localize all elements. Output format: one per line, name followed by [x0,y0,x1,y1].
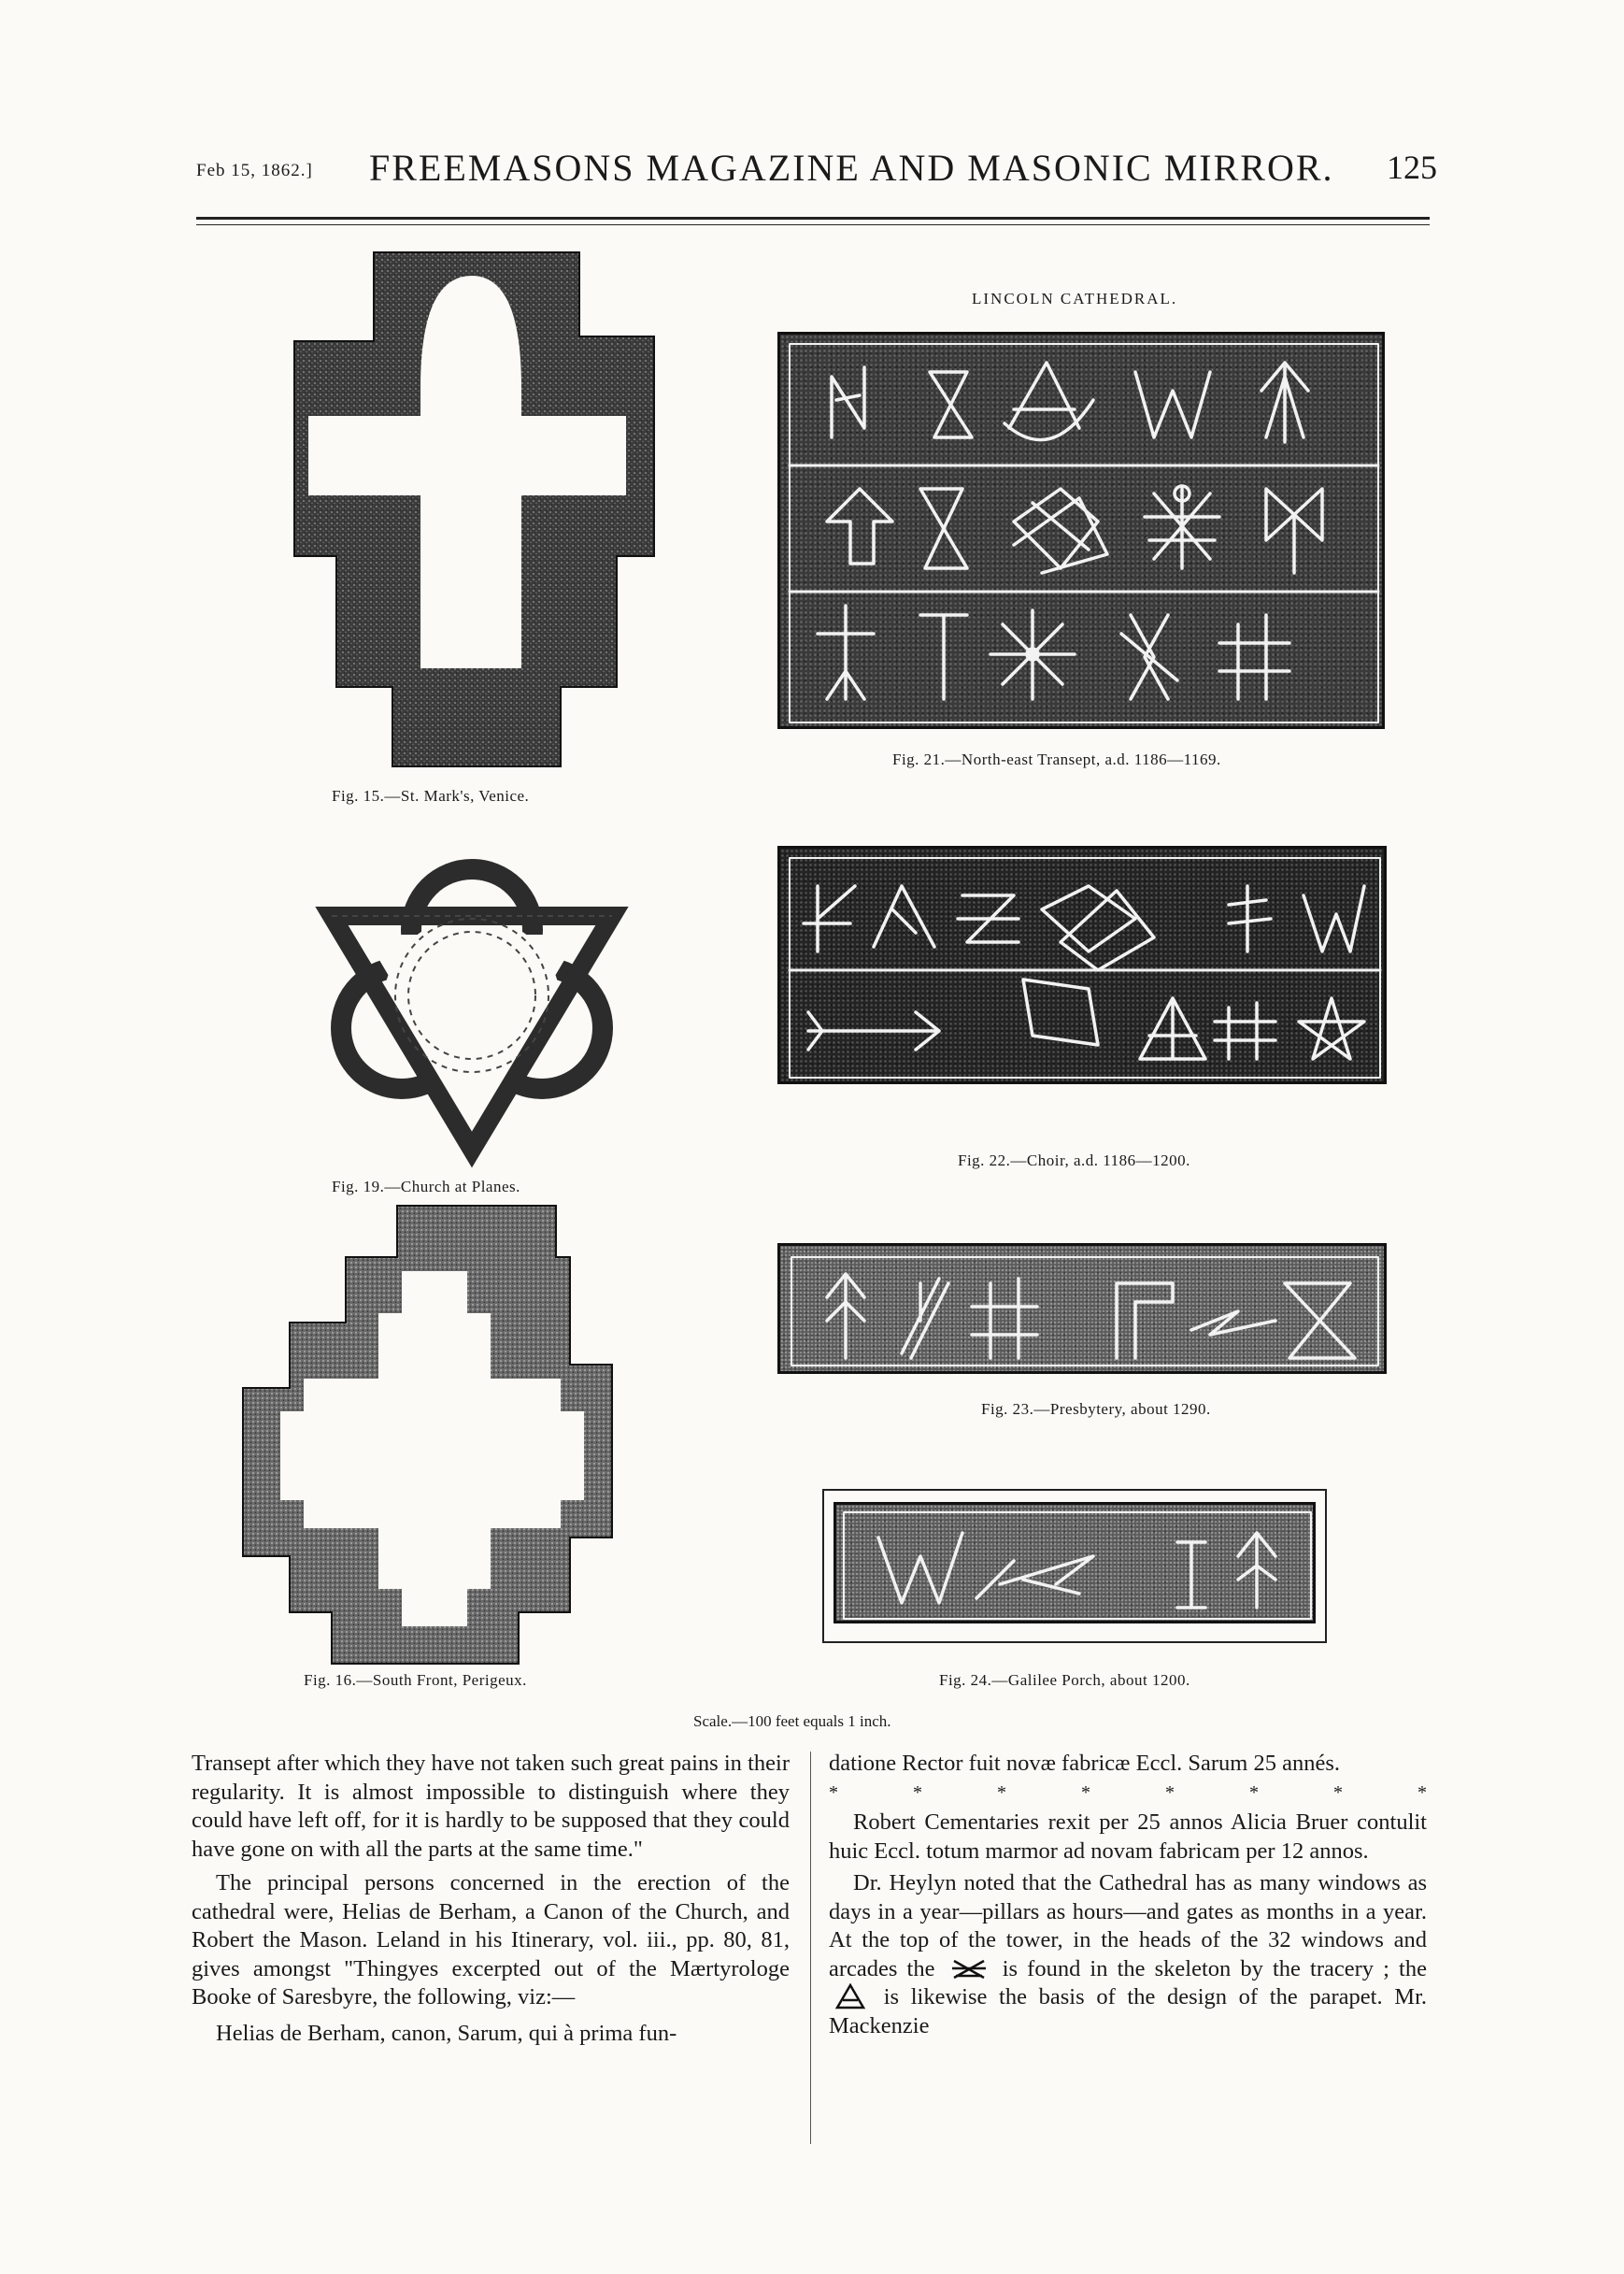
mark-interlaced-square [1014,489,1107,573]
mark-star-cross [1145,486,1219,568]
mark-snowflake [990,610,1075,699]
fig22-caption: Fig. 22.—Choir, a.d. 1186—1200. [958,1151,1190,1169]
mark-lambda [874,886,934,947]
star: * [1081,1781,1090,1803]
mark-kite [1121,615,1177,699]
mark-i-beam [1177,1542,1205,1608]
mark-hash-2 [1215,1003,1275,1059]
fig19-drawing [313,841,631,1159]
star: * [1165,1781,1175,1803]
star: * [913,1781,922,1803]
fig16-drawing [238,1201,612,1668]
mark-hourglass-3 [1285,1283,1355,1358]
mark-bowtie-arrow [1266,489,1322,573]
star: * [1333,1781,1343,1803]
mark-long-arrow [808,1012,939,1050]
asterism [829,1779,1427,1808]
star-cross-symbol-icon [950,1957,988,1981]
mark-arrow-pointer [827,489,892,564]
star: * [829,1781,838,1803]
mark-t [920,615,967,699]
mark-a-crescent [1004,363,1093,440]
fig24-caption: Fig. 24.—Galilee Porch, about 1200. [939,1671,1190,1689]
mark-anchor-cross [818,606,874,699]
mark-hash [1219,615,1289,699]
mark-arrow-up-2 [1238,1533,1275,1608]
mark-slash-n [902,1279,948,1358]
fig22-marks [780,849,1389,1087]
fig21-mason-marks-panel [777,332,1385,729]
fig24-mason-marks-panel [833,1502,1316,1623]
fig15-st-marks-plan [280,248,673,771]
star: * [1249,1781,1259,1803]
mark-lightning [1191,1311,1275,1335]
mark-triangle-star [1140,998,1205,1059]
fig23-marks [780,1246,1389,1377]
mark-arrow-slash [976,1556,1093,1598]
left-para-1: Transept after which they have not taken such great pains in their regularity. It is almost impossible to distinguish where they could have left off, for it is hardly to be supposed that they could have gone on with all the parts at the same time." [192,1751,790,1862]
star: * [1417,1781,1427,1803]
mark-double-arrow-up [827,1274,864,1358]
header-rule-thick [196,217,1430,220]
lincoln-cathedral-title: LINCOLN CATHEDRAL. [972,290,1178,307]
mark-arrow-up [1261,363,1308,442]
fig15-caption: Fig. 15.—St. Mark's, Venice. [332,787,530,805]
fig24-marks [836,1505,1318,1626]
fig24-galilee-porch-frame [822,1489,1327,1643]
left-para-2: The principal persons concerned in the erection of the cathedral were, Helias de Berham, a Canon of the Church, and Robert the Mason. Leland in his Itinerary, vol. iii., pp. 80, 81, gives amongst "Thingyes excerpted out of the Mærtyrologe Booke of Saresbyre, the following, viz:— [192,1870,790,2009]
right-text-column [829,1750,1427,2040]
mark-hourglass-2 [920,489,967,568]
left-para-3: Helias de Berham, canon, Sarum, qui à prima fun- [216,2020,677,2046]
fig23-mason-marks-panel [777,1243,1387,1374]
mark-n-shape [832,367,864,437]
mark-hash-3 [972,1279,1037,1358]
fig15-drawing [280,248,673,771]
fig19-church-planes-plan [313,841,631,1159]
scale-note: Scale.—100 feet equals 1 inch. [693,1712,891,1730]
column-divider [810,1752,811,2144]
mark-k-arrow [804,886,855,951]
mark-hourglass [930,372,972,437]
mark-w-slash [1303,886,1364,951]
page-number: 125 [1387,149,1437,186]
fig22-mason-marks-panel [777,846,1387,1084]
triangle-symbol-icon [834,1983,866,2009]
right-para-1: datione Rector fuit novæ fabricæ Eccl. Sarum 25 annés. [829,1751,1341,1776]
left-text-column [192,1750,790,2048]
mark-bracket-l [1117,1283,1173,1358]
issue-date: Feb 15, 1862.] [196,161,313,180]
mark-w [1135,372,1210,437]
fig19-caption: Fig. 19.—Church at Planes. [332,1178,520,1195]
star: * [997,1781,1006,1803]
mark-interlaced-knot [1023,886,1154,1045]
mark-w-2 [878,1533,962,1603]
mark-plus-bars [1229,886,1271,951]
right-para-3-part-3: is likewise the basis of the design of the parapet. Mr. Mackenzie [829,1984,1427,2038]
magazine-title: FREEMASONS MAGAZINE AND MASONIC MIRROR. [369,147,1334,189]
fig23-caption: Fig. 23.—Presbytery, about 1290. [981,1400,1211,1418]
fig21-caption: Fig. 21.—North-east Transept, a.d. 1186—1169. [892,751,1221,768]
mark-z-box [958,895,1019,942]
fig16-caption: Fig. 16.—South Front, Perigeux. [304,1671,527,1689]
right-para-2: Robert Cementaries rexit per 25 annos Alicia Bruer contulit huic Eccl. totum marmor ad novam fabricam per 12 annos. [829,1809,1427,1864]
right-para-3-part-1: Dr. Heylyn noted that the Cathedral has as many windows as days in a year—pillars as hours—and gates as months in a year. At the top of the tower, in the heads of the 32 windows and arcades the [829,1870,1427,1981]
right-para-3-part-2: is found in the skeleton by the tracery ; the [1002,1955,1427,1981]
right-para-3 [829,1869,1427,2040]
mark-pentagram [1299,998,1364,1059]
header-rule-thin [196,224,1430,225]
fig16-perigeux-plan [238,1201,612,1668]
fig21-marks [780,335,1388,732]
